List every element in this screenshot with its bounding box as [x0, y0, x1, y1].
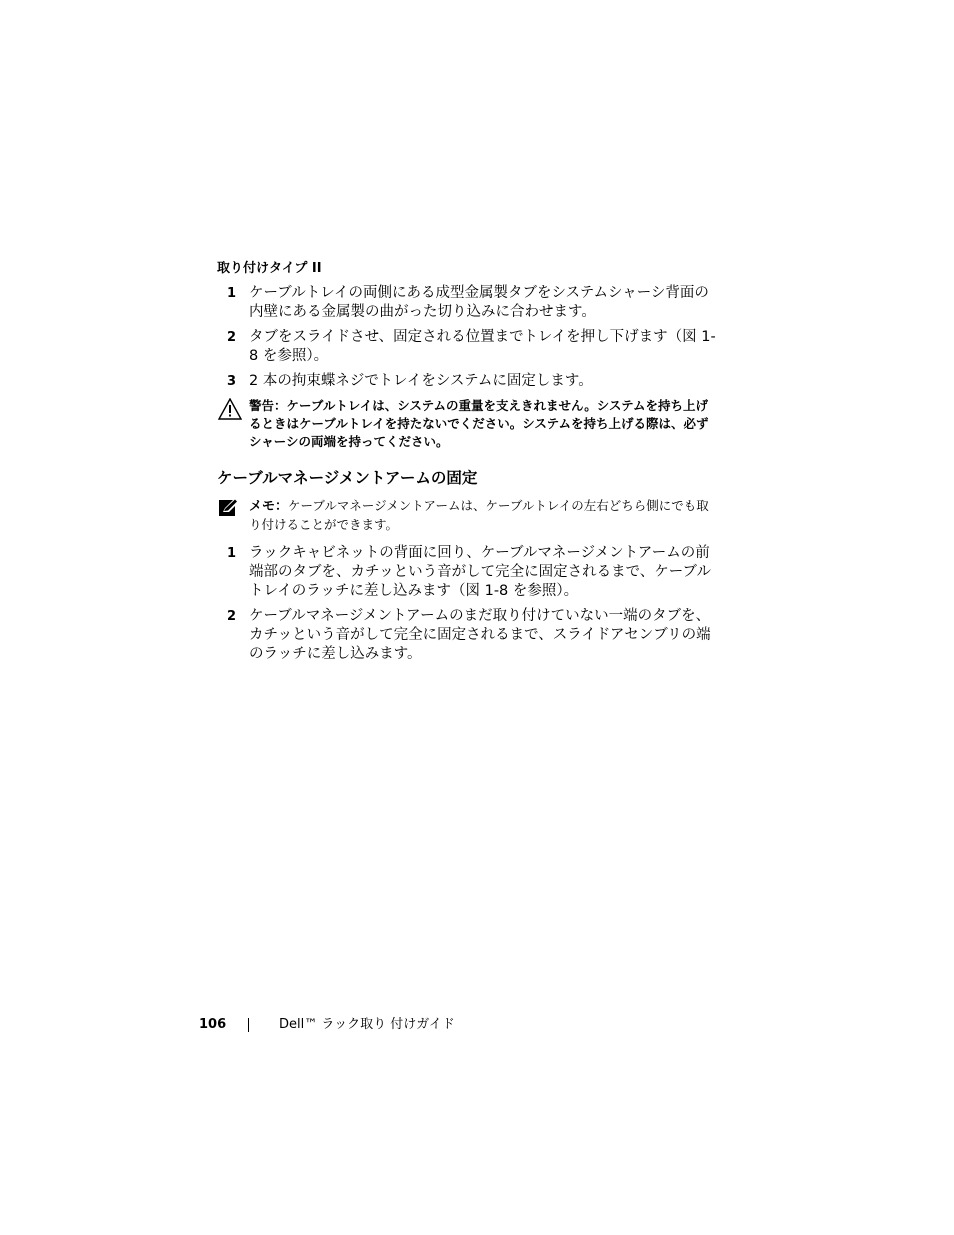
warning-callout [217, 397, 717, 451]
note-callout [217, 497, 717, 534]
page-content [217, 260, 717, 670]
step-text: 2 本の拘束蝶ネジでトレイをシステムに固定します。 [249, 373, 593, 389]
step-item [217, 284, 717, 322]
step-text: タブをスライドさせ、固定される位置までトレイを押し下げます（図 1-8 を参照）。 [249, 329, 716, 364]
step-number: 2 [227, 609, 237, 624]
step-text: ケーブルマネージメントアームのまだ取り付けていない一端のタブを、カチッという音がして完全に固定されるまで、スライドアセンブリの端のラッチに差し込みます。 [249, 608, 711, 662]
step-item [217, 544, 717, 601]
step-number: 3 [227, 374, 237, 389]
warning-triangle-icon [218, 398, 242, 420]
section-label: 取り付けタイプ II [217, 261, 322, 276]
section-heading: ケーブルマネージメントアームの固定 [217, 469, 478, 487]
step-text: ラックキャビネットの背面に回り、ケーブルマネージメントアームの前端部のタブを、カチッという音がして完全に固定されるまで、ケーブルトレイのラッチに差し込みます（図 1-8 を参照）。 [249, 545, 711, 599]
step-number: 2 [227, 330, 237, 345]
step-item [217, 607, 717, 664]
step-item [217, 372, 717, 391]
step-number: 1 [227, 546, 237, 561]
note-text: ケーブルマネージメントアームは、ケーブルトレイの左右どちら側にでも取り付けることができます。 [249, 498, 709, 532]
step-item [217, 328, 717, 366]
page-number: 106 [199, 1017, 227, 1032]
step-number: 1 [227, 286, 237, 301]
footer-title: Dell™ ラック取り 付けガイド [279, 1017, 455, 1032]
page-footer [199, 1016, 455, 1034]
note-pencil-icon [218, 498, 242, 520]
note-label: メモ： [249, 499, 289, 514]
step-text: ケーブルトレイの両側にある成型金属製タブをシステムシャーシ背面の内壁にある金属製の曲がった切り込みに合わせます。 [249, 285, 709, 320]
warning-text: 警告：ケーブルトレイは、システムの重量を支えきれません。システムを持ち上げるときはケーブルトレイを持たないでください。システムを持ち上げる際は、必ずシャーシの両端を持ってください。 [249, 398, 709, 449]
footer-divider [248, 1018, 249, 1032]
